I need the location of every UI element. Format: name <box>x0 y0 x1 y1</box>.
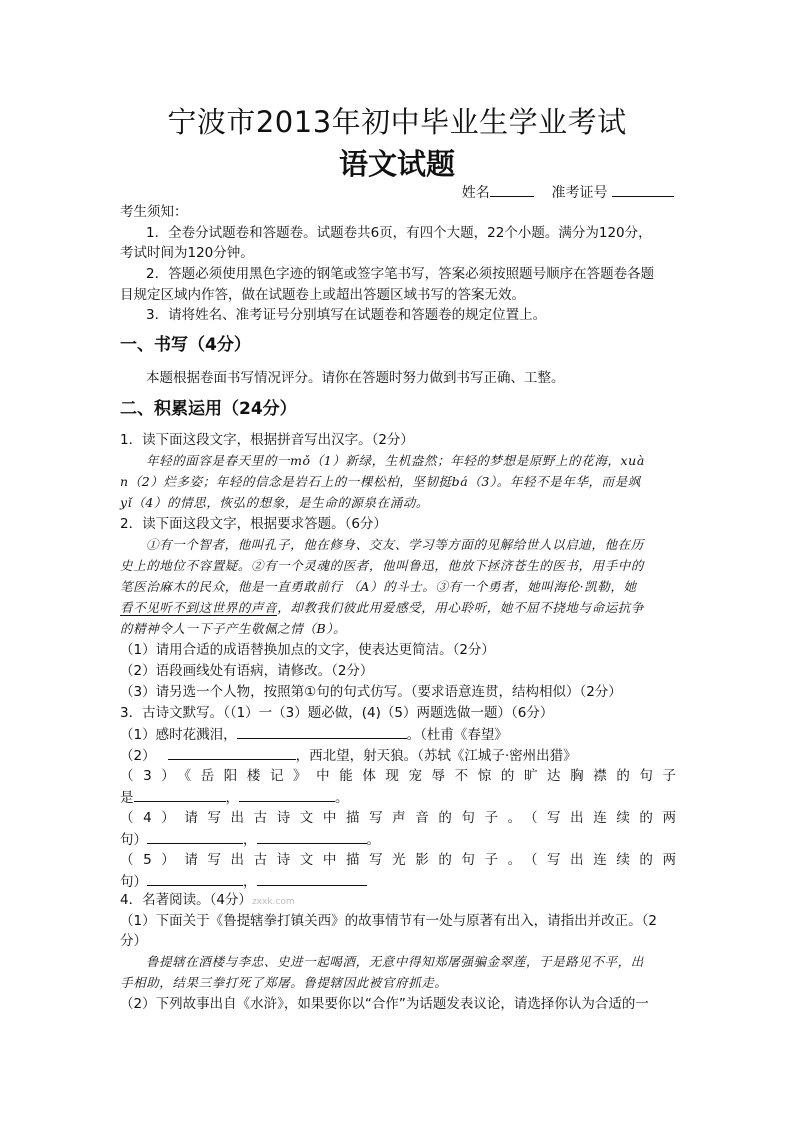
q3-item-5-blank-2[interactable] <box>257 871 367 886</box>
id-label: 准考证号 <box>551 185 608 201</box>
q2-passage-line-3: 笔医治麻木的民众，他是一直勇敢前行 （A）的斗士。③有一个勇者，她叫海伦·凯勒，她 <box>120 579 637 594</box>
notice-item-2b: 目规定区域内作答，做在试题卷上或超出答题区域书写的答案无效。 <box>120 287 525 303</box>
q4-passage-line-2: 手相助，结果三拳打死了郑屠。鲁提辖因此被官府抓走。 <box>120 975 448 990</box>
q1-title: 1．读下面这段文字，根据拼音写出汉字。（2分） <box>120 432 414 448</box>
q2-passage-line-4-rest: ，却教我们彼此用爱感受，用心聆听，她不屈不挠地与命运抗争 <box>277 600 645 615</box>
q3-item-4-prompt: （4）请写出古诗文中描写声音的句子。（写出连续的两 <box>120 810 676 826</box>
candidate-info <box>462 182 674 202</box>
notice-item-1b: 考试时间为120分钟。 <box>120 245 254 261</box>
q3-item-3-blank-1[interactable] <box>134 787 226 802</box>
q3-item-4-answer: 句） ， 。 <box>120 829 676 850</box>
q3-item-1-blank[interactable] <box>237 724 407 739</box>
q3-item-4-blank-2[interactable] <box>257 829 367 844</box>
q2-subquestion-2: （2）语段画线处有语病，请修改。（2分） <box>120 663 374 679</box>
q3-item-5-answer: 句） ， <box>120 871 676 892</box>
notice-item-2a: 2．答题必须使用黑色字迹的钢笔或签字笔书写，答案必须按照题号顺序在答题卷各题 <box>146 266 655 282</box>
q3-item-1 <box>120 724 676 745</box>
q4-subquestion-2: （2）下列故事出自《水浒》，如果要你以“合作”为话题发表议论，请选择你认为合适的一 <box>120 996 649 1012</box>
section-2-heading: 二、积累运用（24分） <box>120 399 297 419</box>
notice-item-1a: 1．全卷分试题卷和答题卷。试题卷共6页，有四个大题，22个小题。满分为120分， <box>146 225 652 241</box>
q2-passage-line-5: 的精神令人一下子产生敬佩之情（B）。 <box>120 621 347 636</box>
q2-title: 2．读下面这段文字，根据要求答题。（6分） <box>120 516 387 532</box>
q2-subquestion-1: （1）请用合适的成语替换加点的文字，使表达更简洁。（2分） <box>120 642 495 658</box>
q1-passage-line-2: n（2）烂多姿；年轻的信念是岩石上的一棵松柏，坚韧挺bá（3）。年轻不是年华，而是飒 <box>120 474 641 489</box>
section-1-text: 本题根据卷面书写情况评分。请你在答题时努力做到书写正确、工整。 <box>146 370 565 386</box>
q4-subquestion-1b: 分） <box>120 933 147 949</box>
q3-item-5-blank-1[interactable] <box>147 871 243 886</box>
q3-item-3-lead: 是 <box>120 790 134 806</box>
q3-item-3-prompt: （3）《岳阳楼记》中能体现宠辱不惊的旷达胸襟的句子 <box>120 768 676 784</box>
q2-passage-line-4 <box>120 598 676 618</box>
q2-passage-line-2: 史上的地位不容置疑。②有一个灵魂的医者，他叫鲁迅，他放下拯济苍生的医书，用手中的 <box>120 558 645 573</box>
q3-item-1-prompt: （1）感时花溅泪， <box>120 727 237 743</box>
q3-item-2-source: ，西北望，射天狼。（苏轼《江城子·密州出猎》 <box>295 748 577 764</box>
q3-item-4-blank-1[interactable] <box>147 829 243 844</box>
q3-item-5-lead: 句） <box>120 874 147 890</box>
q1-passage-line-3: yǐ（4）的情思，恢弘的想象，是生命的源泉在涌动。 <box>120 495 430 510</box>
q4-subquestion-1a: （1）下面关于《鲁提辖拳打镇关西》的故事情节有一处与原著有出入，请指出并改正。（2 <box>120 913 657 929</box>
q3-item-2-blank[interactable] <box>168 745 296 760</box>
notice-item-3: 3．请将姓名、准考证号分别填写在试题卷和答题卷的规定位置上。 <box>146 307 547 323</box>
q3-item-1-source: 。（杜甫《春望》 <box>406 727 508 743</box>
id-blank <box>612 182 674 197</box>
name-label: 姓名 <box>461 185 490 201</box>
q3-item-4-lead: 句） <box>120 832 147 848</box>
section-1-heading: 一、书写（4分） <box>120 335 251 355</box>
q4-title-row <box>120 890 676 912</box>
q3-item-3-blank-2[interactable] <box>239 787 335 802</box>
q2-subquestion-3: （3）请另选一个人物，按照第①句的句式仿写。（要求语意连贯，结构相似）（2分） <box>120 684 622 700</box>
q3-item-2-prompt: （2） <box>120 748 156 764</box>
q2-underlined-phrase: 看不见听不到这世界的声音 <box>120 600 278 615</box>
q4-passage-line-1: 鲁提辖在酒楼与李忠、史进一起喝酒，无意中得知郑屠强骗金翠莲，于是路见不平，出 <box>146 954 644 969</box>
q3-item-3-answer: 是 ， 。 <box>120 787 676 808</box>
name-blank <box>490 182 534 197</box>
q4-title: 4．名著阅读。（4分） <box>120 892 252 908</box>
q2-passage-line-1: ①有一个智者，他叫孔子，他在修身、交友、学习等方面的见解给世人以启迪，他在历 <box>146 537 644 552</box>
page-subtitle: 语文试题 <box>338 147 455 181</box>
q3-title: 3．古诗文默写。（（1）一（3）题必做，(4)（5）两题选做一题）（6分） <box>120 705 554 721</box>
notice-header: 考生须知： <box>120 204 188 220</box>
watermark: zxxk.com <box>251 897 295 907</box>
q3-item-5-prompt: （5）请写出古诗文中描写光影的句子。（写出连续的两 <box>120 852 676 868</box>
page-title: 宁波市2013年初中毕业生学业考试 <box>167 105 627 139</box>
q3-item-2 <box>120 745 676 766</box>
q1-passage-line-1: 年轻的面容是春天里的一mǒ（1）新绿，生机盎然；年轻的梦想是原野上的花海，xuà <box>146 453 645 468</box>
